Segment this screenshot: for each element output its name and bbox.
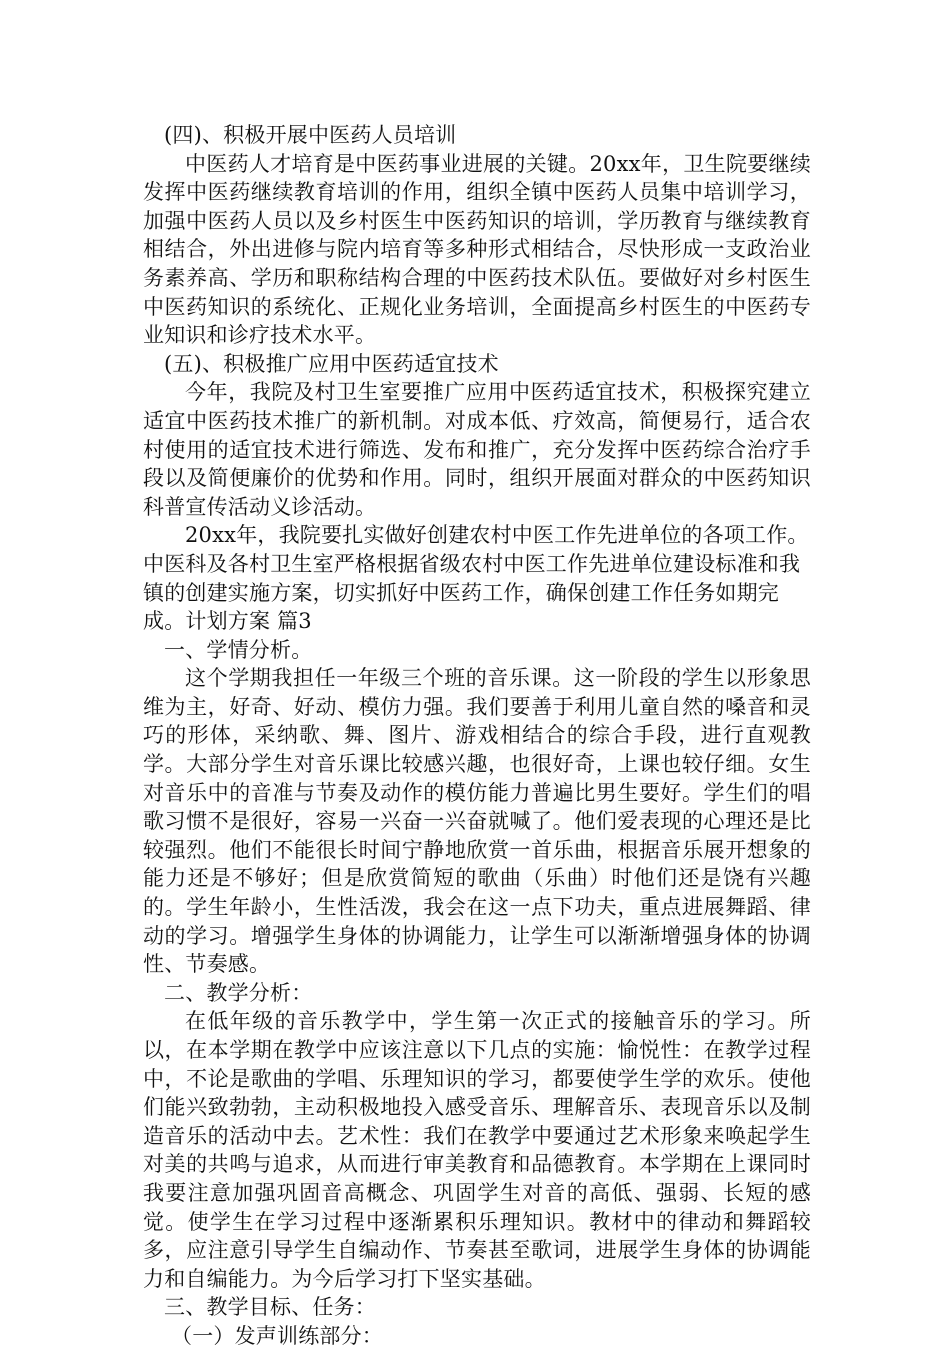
paragraph: 这个学期我担任一年级三个班的音乐课。这一阶段的学生以形象思维为主，好奇、好动、模仿力强。我们要善于利用儿童自然的嗓音和灵巧的形体，采纳歌、舞、图片、游戏相结合的综合手段，进行直观教学。大部分学生对音乐课比较感兴趣，也很好奇，上课也较仔细。女生对音乐中的音准与节奏及动作的模仿能力普遍比男生要好。学生们的唱歌习惯不是很好，容易一兴奋一兴奋就喊了。他们爱表现的心理还是比较强烈。他们不能很长时间宁静地欣赏一首乐曲，根据音乐展开想象的能力还是不够好；但是欣赏简短的歌曲（乐曲）时他们还是饶有兴趣的。学生年龄小，生性活泼，我会在这一点下功夫，重点进展舞蹈、律动的学习。增强学生身体的协调能力，让学生可以渐渐增强身体的协调性、节奏感。: [143, 666, 811, 977]
sub-heading-vocal-training: （一）发声训练部分：: [171, 1323, 383, 1348]
section-heading-4: (四)、积极开展中医药人员培训: [164, 123, 457, 147]
paragraph: 20xx年，我院要扎实做好创建农村中医工作先进单位的各项工作。中医科及各村卫生室严格根据省级农村中医工作先进单位建设标准和我镇的创建实施方案，切实抓好中医药工作，确保创建工作任务如期完成。计划方案 篇3: [143, 523, 809, 634]
paragraph: 在低年级的音乐教学中，学生第一次正式的接触音乐的学习。所以，在本学期在教学中应该注意以下几点的实施：愉悦性：在教学过程中，不论是歌曲的学唱、乐理知识的学习，都要使学生学的欢乐。使他们能兴致勃勃，主动积极地投入感受音乐、理解音乐、表现音乐以及制造音乐的活动中去。艺术性：我们在教学中要通过艺术形象来唤起学生对美的共鸣与追求，从而进行审美教育和品德教育。本学期在上课同时我要注意加强巩固音高概念、巩固学生对音的高低、强弱、长短的感觉。使学生在学习过程中逐渐累积乐理知识。教材中的律动和舞蹈较多，应注意引导学生自编动作、节奏甚至歌词，进展学生身体的协调能力和自编能力。为今后学习打下坚实基础。: [143, 1009, 811, 1291]
document-page: [143, 121, 811, 1351]
section-heading-5: (五)、积极推广应用中医药适宜技术: [164, 351, 499, 376]
section-heading-teaching-analysis: 二、教学分析：: [164, 980, 313, 1005]
section-heading-learning-analysis: 一、学情分析。: [164, 637, 313, 662]
section-heading-teaching-goals: 三、教学目标、任务：: [164, 1295, 376, 1320]
paragraph: 今年，我院及村卫生室要推广应用中医药适宜技术，积极探究建立适宜中医药技术推广的新机制。对成本低、疗效高，简便易行，适合农村使用的适宜技术进行筛选、发布和推广，充分发挥中医药综合治疗手段以及简便廉价的优势和作用。同时，组织开展面对群众的中医药知识科普宣传活动义诊活动。: [143, 380, 811, 519]
paragraph: 中医药人才培育是中医药事业进展的关键。20xx年，卫生院要继续发挥中医药继续教育培训的作用，组织全镇中医药人员集中培训学习，加强中医药人员以及乡村医生中医药知识的培训，学历教育与继续教育相结合，外出进修与院内培育等多种形式相结合，尽快形成一支政治业务素养高、学历和职称结构合理的中医药技术队伍。要做好对乡村医生中医药知识的系统化、正规化业务培训，全面提高乡村医生的中医药专业知识和诊疗技术水平。: [143, 151, 811, 348]
